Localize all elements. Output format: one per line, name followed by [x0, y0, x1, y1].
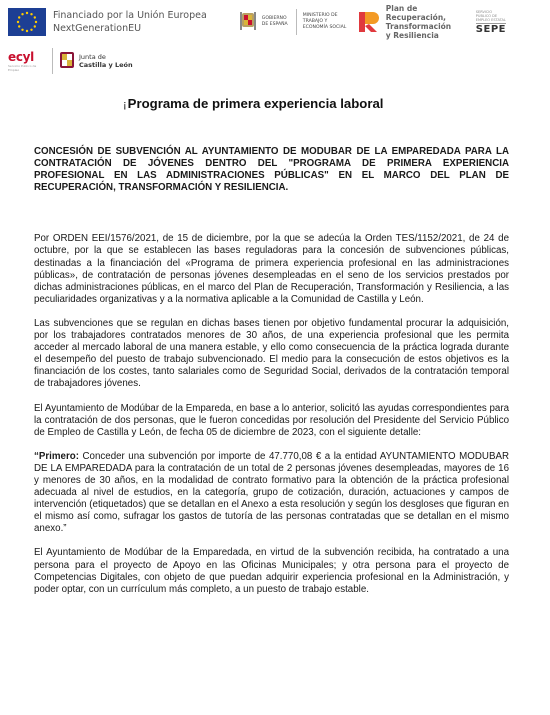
page-title-text: Programa de primera experiencia laboral [127, 96, 384, 111]
divider [52, 48, 53, 74]
recovery-plan-icon [357, 10, 381, 34]
government-logo [239, 9, 347, 35]
divider [296, 9, 297, 35]
sepe-small-label: SERVICIO PÚBLICO DE EMPLEO ESTATAL [475, 9, 506, 22]
sepe-wordmark: SEPE [475, 23, 506, 35]
prtr-line3: y Resiliencia [385, 31, 439, 40]
junta-line1: Junta de [79, 53, 106, 61]
junta-logo [59, 50, 133, 72]
quote-body: Conceder una subvención por importe de 47.770,08 € a la entidad AYUNTAMIENTO MODUBAR DE LA EMPAREDADA para la contratación de un total de 2 personas jóvenes desempleadas, mayores de 16 y menores de 30 años, en la modalidad de contrato formativo para la obtención de la práctica profesional adecuada al nivel de estudios, en la categoría, grupo de cotización, duración, actuaciones y campos de intervención (etiquetados) que se detallan en el Anexo a esta resolución y según los desgloses que figuran en el mismo así como, sufragar los gastos de tutoría de las personas contratadas que se detallan en el mismo anexo.” [34, 450, 509, 535]
paragraph-order: Por ORDEN EEI/1576/2021, de 15 de diciembre, por la que se adecúa la Orden TES/1152/2021, de 24 de octubre, por la que se establecen las bases reguladoras para la concesión de subvenciones públicas, destinadas a la financiación del «Programa de primera experiencia profesional en las administraciones públicas», de contratación de personas jóvenes desempleadas en el seno de los servicios prestados por dichas administraciones públicas, en el marco del Plan de Recuperación, Transformación y Resiliencia, a las peculiaridades organizativas y a la normativa aplicable a la Comunidad de Castilla y León. [34, 233, 509, 305]
prtr-text [386, 4, 474, 40]
ecyl-subtitle: Servicio Público de Empleo [8, 64, 37, 72]
document-subtitle: CONCESIÓN DE SUBVENCIÓN AL AYUNTAMIENTO DE MODUBAR DE LA EMPAREDADA PARA LA CONTRATACIÓN DE JÓVENES DENTRO DEL "PROGRAMA DE PRIMERA EXPERIENCIA PROFESIONAL EN LAS ADMINISTRACIONES PÚBLICAS" EN EL MARCO DEL PLAN DE RECUPERACIÓN, TRANSFORMACIÓN Y RESILIENCIA. [34, 146, 509, 194]
eu-funding-text [53, 9, 207, 35]
quote-lead: “Primero: [34, 450, 79, 462]
eu-flag-icon [8, 8, 46, 36]
paragraph-request: El Ayuntamiento de Modúbar de la Empareda, en base a lo anterior, solicitó las ayudas correspondientes para la contratación de dos personas, que le fueron concedidas por resolución del Presidente del Servicio Público de Empleo de Castilla y León, de fecha 05 de diciembre de 2023, con el siguiente detalle: [34, 402, 509, 438]
prtr-logo [357, 4, 474, 40]
gobierno-label: GOBIERNO DE ESPAÑA [261, 16, 288, 27]
ecyl-wordmark: ecyl [8, 50, 34, 64]
sepe-logo [476, 10, 506, 35]
ecyl-logo [8, 50, 46, 72]
paragraph-resolution-quote [34, 451, 509, 536]
document-body [34, 146, 509, 596]
eu-funding-line2: NextGenerationEU [53, 23, 142, 34]
junta-coat-of-arms-icon [59, 50, 75, 72]
prtr-line2: Transformación [385, 22, 452, 31]
coat-of-arms-icon [239, 10, 257, 34]
junta-line2: Castilla y León [79, 61, 133, 69]
regional-header [8, 44, 133, 78]
ministerio-label: MINISTERIO DE TRABAJO Y ECONOMÍA SOCIAL [302, 13, 347, 30]
title-marker: ¡ [123, 99, 127, 111]
page-title [123, 96, 383, 111]
logo-row [8, 4, 544, 40]
junta-text [79, 53, 133, 69]
funding-header [8, 4, 544, 40]
paragraph-hiring: El Ayuntamiento de Modúbar de la Emparedada, en virtud de la subvención recibida, ha contratado a una persona para el proyecto de Apoyo en las Oficinas Municipales; y otra persona para el proyecto de Competencias Digitales, con objeto de que puedan adquirir experiencia profesional en la Administración, y poder optar, con un currículum más completo, a un puesto de trabajo estable. [34, 547, 509, 595]
paragraph-objectives: Las subvenciones que se regulan en dichas bases tienen por objetivo fundamental procurar la adquisición, por los trabajadores contratados menores de 30 años, de una experiencia profesional que les permita acceder al mercado laboral de una manera estable, y ello como consecuencia de la práctica lograda durante el desempeño del puesto de trabajo subvencionado. El medio para la consecución de estos objetivos es la financiación de los costes, tanto salariales como de Seguridad Social, derivados de la contratación temporal de trabajadores jóvenes. [34, 317, 509, 390]
prtr-line1: Plan de Recuperación, [385, 4, 447, 22]
eu-funding-line1: Financiado por la Unión Europea [53, 10, 207, 21]
